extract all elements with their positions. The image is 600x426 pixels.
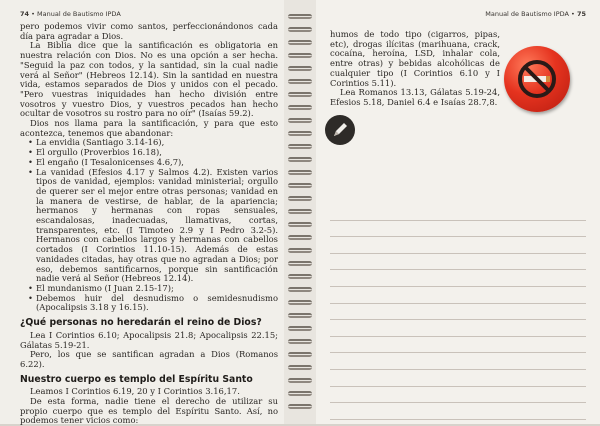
binding-ring (288, 391, 312, 396)
binding-ring (288, 157, 312, 162)
binding-ring (288, 183, 312, 188)
note-line (330, 254, 586, 271)
binding-ring (288, 248, 312, 253)
right-page-body (330, 30, 500, 108)
binding-ring (288, 404, 312, 409)
binding-ring (288, 53, 312, 58)
binding-ring (288, 131, 312, 136)
pero-paragraph: Pero, los que se santifican agradan a Dios (Romanos 6.22). (20, 349, 278, 369)
lea-romanos-paragraph: Lea Romanos 13.13, Gálatas 5.19-24, Efesios 5.18, Daniel 6.4 e Isaías 28.7,8. (330, 87, 500, 107)
note-line (330, 221, 586, 238)
binding-ring (288, 92, 312, 97)
note-line (330, 237, 586, 254)
binding-ring (288, 222, 312, 227)
binding-ring (288, 365, 312, 370)
binding-ring (288, 352, 312, 357)
note-line (330, 287, 586, 304)
binding-ring (288, 378, 312, 383)
list-item: • El orgullo (Proverbios 16.18), (36, 148, 278, 158)
list-item: • El mundanismo (I Juan 2.15-17); (36, 284, 278, 294)
note-line (330, 204, 586, 221)
list-item: • La vanidad (Efesios 4.17 y Salmos 4.2). Existen varios tipos de vanidad, ejemplos: vanidad ministerial; orgullo de querer ser el mejor entre otras personas; vanidad en la manera de vestirse, de hablar, de la apariencia; hermanos y hermanas con ropas sensuales, escandalosas, inadecuadas, llamativas, cortas, transparentes, etc. (I Timoteo 2.9 y I Pedro 3.2-5). Hermanos con cabellos largos y hermanas con cabellos cortados (I Corintios 11.10-15). Además de estas vanidades citadas, hay otras que no agradan a Dios; por eso, debemos santificarnos, porque sin santificación nadie verá al Señor (Hebreos 12.14). (36, 168, 278, 284)
biblia-paragraph: La Biblia dice que la santificación es obligatoria en nuestra relación con Dios. No es una opción a ser hecha. "Seguid la paz con todos, y la santidad, sin la cual nadie verá al Señor" (Hebreos 12.14). Sin la santidad en nuestra vida, estamos separados de Dios y unidos con el pecado. "Pero vuestras iniquidades han hecho división entre vosotros y vuestro Dios, y vuestros pecados han hecho ocultar de vosotros su rostro para no oír" (Isaías 59.2). (20, 40, 278, 119)
binding-ring (288, 144, 312, 149)
binding-ring (288, 313, 312, 318)
spiral-binding (284, 0, 316, 424)
pencil-icon (325, 115, 355, 145)
note-line (330, 337, 586, 354)
forma-paragraph: De esta forma, nadie tiene el derecho de utilizar su propio cuerpo que es templo del Espíritu Santo. Así, no podemos tener vicios como: (20, 396, 278, 426)
note-line (330, 370, 586, 387)
binding-ring (288, 261, 312, 266)
note-line (330, 403, 586, 420)
binding-ring (288, 196, 312, 201)
right-header-title: Manual de Bautismo IPDA (485, 10, 569, 18)
no-smoking-icon (504, 46, 570, 112)
left-header-title: Manual de Bautismo IPDA (37, 10, 121, 18)
left-page (0, 0, 284, 424)
binding-ring (288, 14, 312, 19)
binding-ring (288, 105, 312, 110)
continuacion-paragraph: humos de todo tipo (cigarros, pipas, etc), drogas ilícitas (marihuana, crack, cocaína, heroína, LSD, inhalar cola, entre otras) y bebidas alcohólicas de cualquier tipo (I Corintios 6.10 y I Corintios 5.11). (330, 29, 500, 88)
binding-ring (288, 274, 312, 279)
note-line (330, 387, 586, 404)
abandon-list (20, 138, 278, 313)
binding-ring (288, 209, 312, 214)
right-running-head (330, 10, 586, 22)
heading-cuerpo-templo: Nuestro cuerpo es templo del Espíritu Santo (20, 373, 253, 385)
note-line (330, 320, 586, 337)
binding-ring (288, 27, 312, 32)
binding-ring (288, 326, 312, 331)
binding-ring (288, 118, 312, 123)
intro-paragraph: pero podemos vivir como santos, perfeccionándonos cada día para agradar a Dios. (20, 21, 278, 41)
note-lines (330, 204, 586, 420)
binding-ring (288, 300, 312, 305)
lea-corintios-paragraph: Lea I Corintios 6.10; Apocalipsis 21.8; Apocalipsis 22.15; Gálatas 5.19-21. (20, 329, 278, 350)
right-header-separator: • (571, 10, 577, 18)
binding-ring (288, 79, 312, 84)
binding-ring (288, 170, 312, 175)
note-line (330, 353, 586, 370)
note-line (330, 270, 586, 287)
left-page-number: 74 (20, 10, 30, 18)
dios-paragraph: Dios nos llama para la santificación, y para que esto acontezca, tenemos que abandonar: (20, 118, 278, 138)
note-line (330, 304, 586, 321)
heading-heredaran: ¿Qué personas no heredarán el reino de Dios? (20, 317, 262, 329)
list-item: • La envidia (Santiago 3.14-16), (36, 138, 278, 148)
left-header-separator: • (31, 10, 38, 18)
binding-ring (288, 287, 312, 292)
binding-ring (288, 66, 312, 71)
pencil-glyph (325, 115, 355, 145)
no-smoking-symbol (504, 46, 570, 112)
left-page-body (20, 22, 278, 426)
binding-ring (288, 339, 312, 344)
leamos-paragraph: Leamos I Corintios 6.19, 20 y I Corintios 3.16,17. (30, 386, 240, 397)
right-page-number: 75 (576, 10, 586, 18)
list-item: • Debemos huir del desnudismo o semidesnudismo (Apocalipsis 3.18 y 16.15). (36, 294, 278, 313)
binding-ring (288, 235, 312, 240)
binding-ring (288, 40, 312, 45)
list-item: • El engaño (I Tesalonicenses 4.6,7), (36, 158, 278, 168)
